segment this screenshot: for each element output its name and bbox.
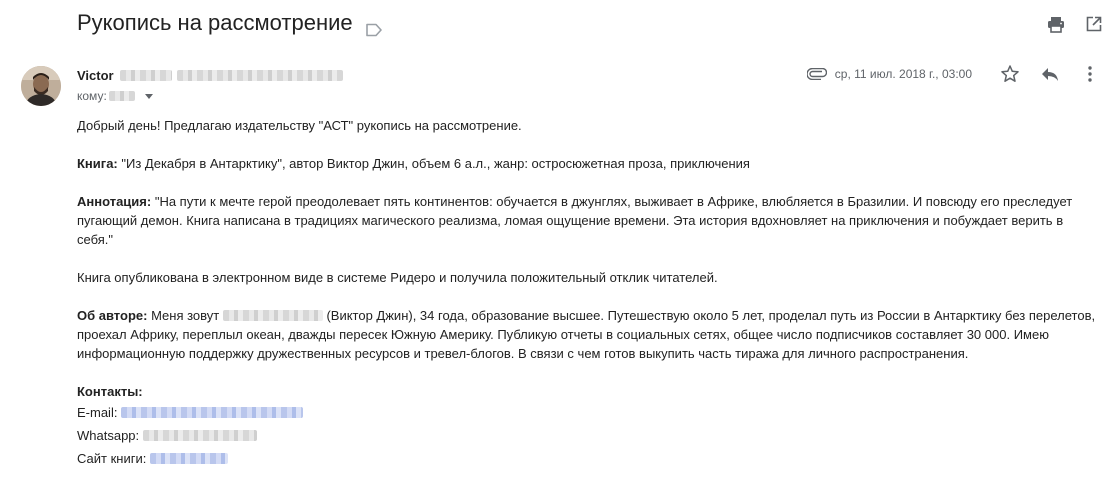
sender-name[interactable]: Victor xyxy=(77,68,114,83)
to-label: кому: xyxy=(77,89,107,103)
recipient-row xyxy=(77,89,153,103)
message-body xyxy=(77,116,1102,470)
label-outline-icon[interactable] xyxy=(365,17,383,31)
whatsapp-contact-row xyxy=(77,424,1102,447)
sender-avatar[interactable] xyxy=(21,66,61,106)
greeting-text: Добрый день! Предлагаю издательству "АСТ" рукопись на рассмотрение. xyxy=(77,118,522,133)
star-outline-icon[interactable] xyxy=(1000,64,1020,84)
site-label: Сайт книги: xyxy=(77,451,147,466)
annotation-label: Аннотация: xyxy=(77,194,152,209)
site-contact-row xyxy=(77,447,1102,470)
email-label: E-mail: xyxy=(77,405,118,420)
redacted-author-name xyxy=(223,310,323,321)
redacted-email-link[interactable] xyxy=(121,407,303,418)
redacted-site-link[interactable] xyxy=(150,453,228,464)
whatsapp-label: Whatsapp: xyxy=(77,428,140,443)
redacted-whatsapp-number xyxy=(143,430,257,441)
book-label: Книга: xyxy=(77,156,118,171)
annotation-paragraph xyxy=(77,192,1102,249)
print-icon[interactable] xyxy=(1046,14,1066,34)
redacted-sender-email xyxy=(177,70,343,81)
reply-icon[interactable] xyxy=(1040,64,1060,84)
contacts-heading xyxy=(77,382,1102,401)
redacted-recipient xyxy=(109,91,135,101)
email-subject-row xyxy=(77,10,383,36)
email-contact-row xyxy=(77,401,1102,424)
contacts-label: Контакты: xyxy=(77,384,143,399)
message-date: ср, 11 июл. 2018 г., 03:00 xyxy=(834,67,972,81)
author-text-after: (Виктор Джин), 34 года, образование высшее. Путешествую около 5 лет, проделал путь из России в Антарктику без перелетов, проехал Африку, переплыл океан, дважды пересек Южную Америку. Публикую отчеты в социальных сетях, общее число подписчиков составляет 30 000. Имею информационную поддержку дружественных ресурсов и тревел-блогов. В связи с чем готов выкупить часть тиража для личного распространения. xyxy=(77,308,1096,361)
top-actions xyxy=(1046,14,1104,34)
email-subject: Рукопись на рассмотрение xyxy=(77,10,353,35)
published-paragraph: Книга опубликована в электронном виде в системе Ридеро и получила положительный отклик читателей. xyxy=(77,270,718,285)
author-text-before: Меня зовут xyxy=(147,308,223,323)
redacted-sender-surname xyxy=(120,70,172,81)
message-meta xyxy=(797,64,1100,84)
book-paragraph xyxy=(77,154,1102,173)
open-in-new-window-icon[interactable] xyxy=(1084,14,1104,34)
author-paragraph xyxy=(77,306,1102,363)
more-vertical-icon[interactable] xyxy=(1080,64,1100,84)
paperclip-icon xyxy=(807,64,827,84)
sender-row xyxy=(77,68,343,83)
author-label: Об авторе: xyxy=(77,308,148,323)
annotation-text: "На пути к мечте герой преодолевает пять континентов: обучается в джунглях, выживает в Африке, влюбляется в Бразилии. И повсюду его преследует пугающий демон. Книга написана в традициях магического реализма, ломая ощущение времени. Эта история вдохновляет на приключения и побуждает верить в себя." xyxy=(77,194,1073,247)
book-text: "Из Декабря в Антарктику", автор Виктор Джин, объем 6 а.л., жанр: остросюжетная проза, приключения xyxy=(117,156,750,171)
caret-down-icon[interactable] xyxy=(145,94,153,99)
